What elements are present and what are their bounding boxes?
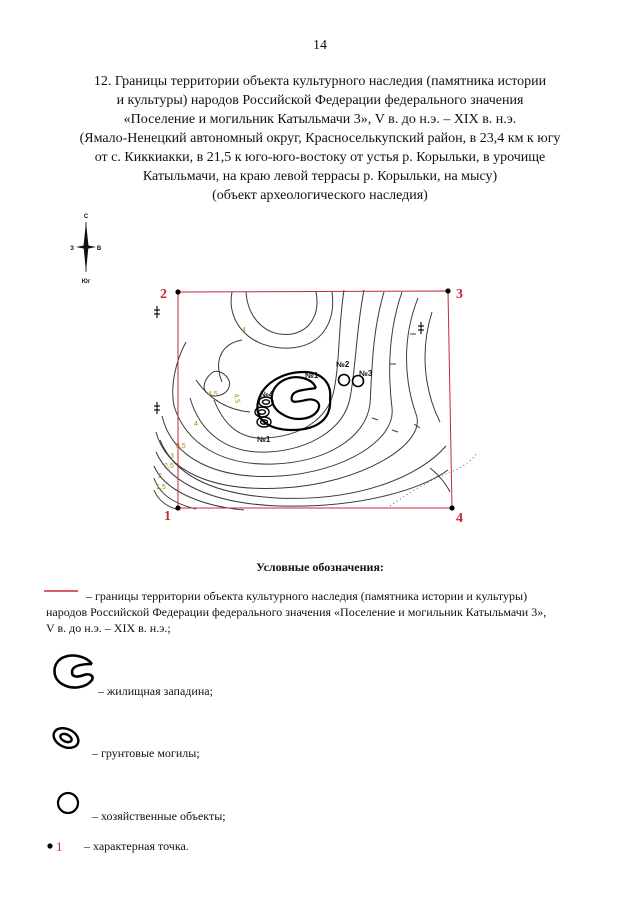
title-line: от с. Киккиакки, в 21,5 к юго-юго-востоку от устья р. Корыльки, в урочище — [94, 150, 546, 165]
object-label: №1 — [305, 371, 319, 380]
legend-boundary-text — [46, 588, 594, 636]
legend-point-number: 1 — [56, 839, 63, 854]
dwelling-depression-icon — [272, 377, 319, 419]
title-line: Катыльмачи, на краю левой террасы р. Корыльки, на мысу) — [142, 169, 498, 184]
tree-icon — [154, 306, 160, 318]
contour-label: 4 — [242, 327, 246, 334]
tree-symbols — [154, 306, 424, 414]
tree-icon — [418, 322, 424, 334]
title-line: 12. Границы территории объекта культурного наследия (памятника истории — [93, 74, 547, 89]
compass-west-label: З — [70, 246, 74, 252]
point-label: 4 — [456, 511, 463, 526]
legend-boundary-line: V в. до н.э. – XIX в. н.э.; — [46, 621, 171, 635]
object-label: №2 — [336, 360, 350, 369]
legend-graves-text: – грунтовые могилы; — [92, 746, 200, 760]
compass-rose-icon — [70, 214, 102, 285]
legend-graves-icon — [50, 724, 81, 751]
object-labels — [257, 360, 373, 444]
legend-objects-text: – хозяйственные объекты; — [92, 809, 226, 823]
contour-label: 4,5 — [208, 391, 218, 398]
object-label: №1 — [257, 435, 271, 444]
point-marker — [449, 505, 454, 510]
point-marker — [175, 289, 180, 294]
contour-label: 2,5 — [164, 463, 174, 470]
point-marker — [175, 505, 180, 510]
tree-icon — [154, 402, 160, 414]
object-label: №4 — [260, 390, 274, 399]
compass-south-label: Юг — [81, 279, 91, 285]
contour-label: 1,5 — [156, 484, 166, 491]
legend-boundary-line: народов Российской Федерации федерального значения «Поселение и могильник Катыльмачи 3», — [46, 605, 547, 619]
page-number: 14 — [313, 38, 327, 53]
point-label: 1 — [164, 509, 171, 524]
legend-title: Условные обозначения: — [256, 560, 384, 574]
contour-label: 2 — [158, 473, 162, 480]
legend-dwelling-text: – жилищная западина; — [98, 684, 213, 698]
contour-label: 4 — [194, 421, 198, 428]
compass-north-label: С — [83, 214, 89, 220]
title-line: и культуры) народов Российской Федерации федерального значения — [116, 93, 524, 108]
legend-point-text: – характерная точка. — [84, 839, 189, 853]
household-object-icon — [339, 375, 350, 386]
point-marker — [445, 288, 450, 293]
legend-object-icon — [58, 793, 78, 813]
point-labels — [160, 287, 463, 526]
point-label: 3 — [456, 287, 463, 302]
point-label: 2 — [160, 287, 167, 302]
contour-labels — [156, 327, 246, 491]
contour-label: 3 — [170, 453, 174, 460]
contour-ticks — [372, 334, 420, 432]
legend-dwelling-icon — [55, 656, 93, 688]
legend-boundary-line: – границы территории объекта культурного наследия (памятника истории и культуры) — [86, 589, 528, 603]
title-line: (объект археологического наследия) — [212, 188, 428, 203]
title-line: «Поселение и могильник Катыльмачи 3», V в. до н.э. – XIX в. н.э. — [123, 112, 517, 127]
object-label: №3 — [359, 369, 373, 378]
contour-label: 3,5 — [176, 443, 186, 450]
compass-east-label: В — [96, 246, 102, 252]
title-line: (Ямало-Ненецкий автономный округ, Красноселькупский район, в 23,4 км к югу — [79, 131, 561, 146]
legend-point-icon — [47, 843, 52, 848]
contour-label: 4,5 — [232, 393, 241, 404]
